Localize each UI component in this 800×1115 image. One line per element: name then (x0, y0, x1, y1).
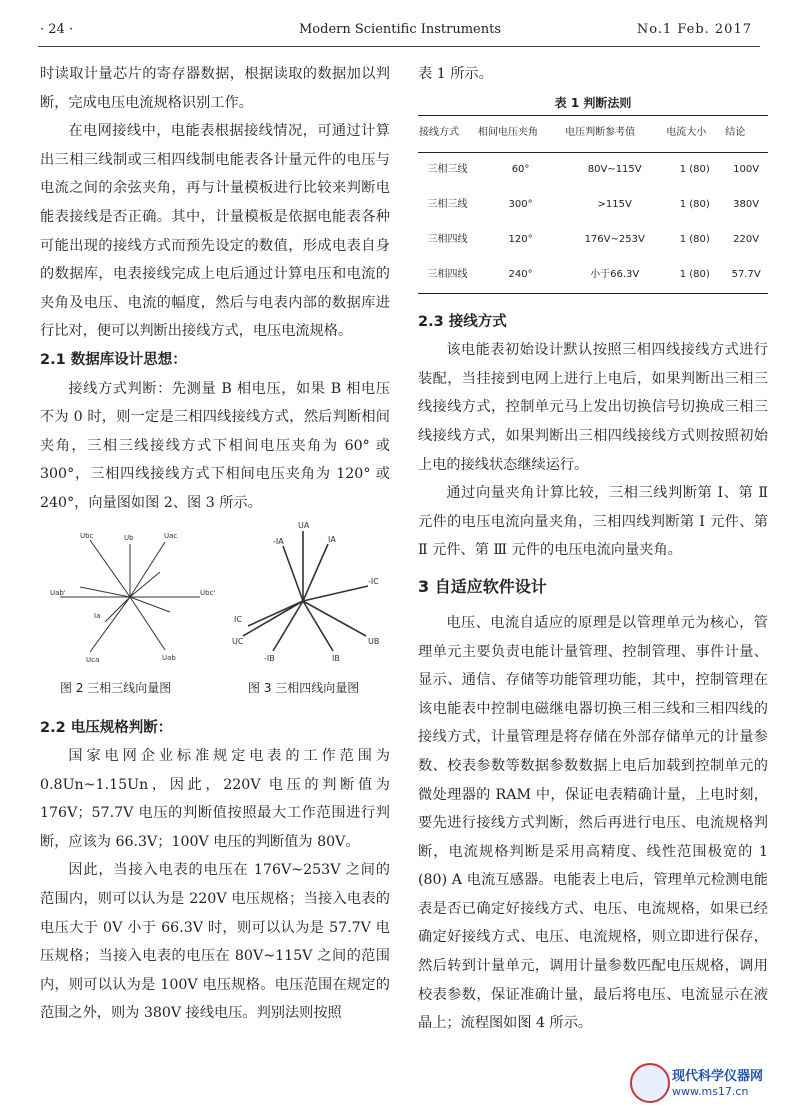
table-cell: >115V (597, 198, 632, 210)
table-cell: 三相三线 (427, 198, 468, 210)
table-cell: 300° (508, 198, 533, 210)
table-cell: 1 (80) (679, 198, 710, 210)
svg-text:Uca: Uca (86, 655, 100, 664)
table-row (418, 223, 768, 258)
watermark-logo-icon (630, 1063, 670, 1103)
paragraph: 国家电网企业标准规定电表的工作范围为 0.8Un~1.15Un，因此，220V 电压的判断值为 176V；57.7V 电压的判断值按照最大工作范围进行判断，应该为 66.3V；100V 电压的判断值为 80V。 (40, 748, 390, 850)
table-cell: 176V~253V (584, 233, 645, 245)
watermark (630, 1061, 780, 1105)
table-cell: 80V~115V (587, 163, 642, 175)
paragraph: 表 1 所示。 (418, 66, 493, 82)
table-cell: 三相四线 (427, 233, 468, 245)
table-cell: 57.7V (724, 258, 768, 294)
right-column (418, 60, 768, 1038)
table-cell: 380V (733, 198, 760, 210)
watermark-title: 现代科学仪器网 (672, 1069, 764, 1084)
table-header-cell: 电流大小 (665, 115, 724, 152)
svg-text:Uab': Uab' (50, 588, 66, 597)
figure-3-caption: 图 3 三相四线向量图 (248, 680, 360, 695)
svg-text:Uab: Uab (162, 653, 176, 662)
paragraph: 在电网接线中，电能表根据接线情况，可通过计算出三相三线制或三相四线制电能表各计量元件的电压与电流之间的余弦夹角，再与计量模板进行比较来判断电能表接线是否正确。其中，计量模板是依据电能表各种可能出现的接线方式而预先设定的数值，形成电表自身的数据库，电表接线完成上电后通过计算电压和电流的夹角及电压、电流的幅度，然后与电表内部的数据库进行比对，便可以判断出接线方式，电压电流规格。 (40, 123, 390, 340)
paragraph: 因此，当接入电表的电压在 176V~253V 之间的范围内，则可以认为是 220V 电压规格；当接入电表的电压大于 0V 小于 66.3V 时，则可以认为是 57.7V 电压规格；当接入电表的电压在 80V~115V 之间的范围内，则可以认为是 100V 电压规格。电压范围在规定的范围之外，则为 380V 接线电压。判别法则按照 (40, 862, 390, 1022)
svg-text:IA: IA (328, 534, 336, 544)
svg-text:Ubc': Ubc' (200, 588, 216, 597)
table-cell: 1 (80) (679, 233, 710, 245)
figure-2-vector-diagram (50, 522, 220, 672)
table-cell: 240° (477, 258, 564, 294)
watermark-url: www.ms17.cn (672, 1085, 749, 1098)
svg-text:IB: IB (332, 653, 340, 663)
figure-2-caption: 图 2 三相三线向量图 (60, 680, 172, 695)
table-row (418, 152, 768, 188)
paragraph: 时读取计量芯片的寄存器数据，根据读取的数据加以判断，完成电压电流规格识别工作。 (40, 66, 390, 111)
table-cell: 1 (80) (665, 258, 724, 294)
table-cell: 220V (733, 233, 760, 245)
table-cell: 三相四线 (418, 258, 477, 294)
paragraph: 通过向量夹角计算比较，三相三线判断第 Ⅰ、第 Ⅱ 元件的电压电流向量夹角，三相四线判断第 Ⅰ 元件、第 Ⅱ 元件、第 Ⅲ 元件的电压电流向量夹角。 (418, 485, 768, 559)
table-header-row (418, 115, 768, 152)
table-cell: 60° (511, 163, 530, 175)
section-heading-2-3: 2.3 接线方式 (418, 313, 507, 330)
page-number: · 24 · (40, 22, 74, 37)
figure-group (40, 522, 390, 702)
table-header-cell: 相间电压夹角 (477, 115, 564, 152)
table-cell: 120° (508, 233, 533, 245)
issue-info: No.1 Feb. 2017 (636, 22, 752, 37)
table-row (418, 258, 768, 294)
table-row (418, 188, 768, 223)
table-header-cell: 接线方式 (418, 115, 477, 152)
table-header-cell: 结论 (724, 115, 768, 152)
paragraph: 接线方式判断：先测量 B 相电压，如果 B 相电压不为 0 时，则一定是三相四线接线方式，然后判断相间夹角，三相三线接线方式下相间电压夹角为 60° 或 300°，三相四线接线方式下相间电压夹角为 120° 或 240°，向量图如图 2、图 3 所示。 (40, 380, 390, 511)
svg-text:UB: UB (368, 636, 380, 646)
header-rule (38, 46, 760, 47)
svg-text:-IC: -IC (368, 576, 379, 586)
svg-text:Ubc: Ubc (80, 531, 94, 540)
table-caption: 表 1 判断法则 (554, 95, 632, 110)
svg-text:-IA: -IA (273, 536, 284, 546)
table-cell: 1 (80) (679, 163, 710, 175)
svg-text:UA: UA (298, 520, 310, 530)
figure-3-vector-diagram (228, 516, 388, 666)
section-heading-2-1: 2.1 数据库设计思想： (40, 351, 187, 368)
svg-text:UC: UC (232, 636, 244, 646)
paragraph: 电压、电流自适应的原理是以管理单元为核心，管理单元主要负责电能计量管理、控制管理、事件计量、显示、通信、存储等功能管理功能，其中，控制管理在该电能表中控制电磁继电器切换三相三线和三相四线的接线方式，计量管理是将存储在外部存储单元的计量参数、校表参数等数据参数数据上电后加载到控制单元的微处理器的 RAM 中，保证电表精确计量，上电时刻，要先进行接线方式判断，然后再进行电压、电流规格判断，电流规格判断是采用高精度、线性范围极宽的 1 (80) A 电流互感器。电能表上电后，管理单元检测电能表是否已确定好接线方式、电压、电流规格，如果已经确定好接线方式、电压、电流规格，则立即进行保存，然后转到计量单元，调用计量参数匹配电压规格，调用校表参数，保证准确计量，最后将电压、电流显示在液晶上；流程图如图 4 所示。 (418, 614, 768, 1032)
table-cell: 100V (733, 163, 760, 175)
svg-text:Uac: Uac (164, 531, 178, 540)
table-header-cell: 电压判断参考值 (564, 115, 665, 152)
judgement-rules-table (418, 115, 768, 294)
table-body (418, 152, 768, 293)
table-cell: 小于66.3V (564, 258, 665, 294)
left-column (40, 60, 390, 1028)
section-heading-3: 3 自适应软件设计 (418, 576, 547, 596)
journal-name: Modern Scientific Instruments (298, 22, 502, 37)
table-cell: 三相三线 (427, 163, 468, 175)
svg-text:-IB: -IB (264, 653, 275, 663)
svg-text:IC: IC (234, 614, 242, 624)
svg-text:Ub: Ub (124, 533, 134, 542)
paragraph: 该电能表初始设计默认按照三相四线接线方式进行装配，当挂接到电网上进行上电后，如果判断出三相三线接线方式，控制单元马上发出切换信号切换成三相三线接线方式，如果判断出三相四线接线方式则按照初始上电的接线状态继续运行。 (418, 342, 768, 473)
running-header (0, 22, 800, 42)
svg-text:Ia: Ia (94, 611, 101, 620)
section-heading-2-2: 2.2 电压规格判断： (40, 719, 173, 736)
